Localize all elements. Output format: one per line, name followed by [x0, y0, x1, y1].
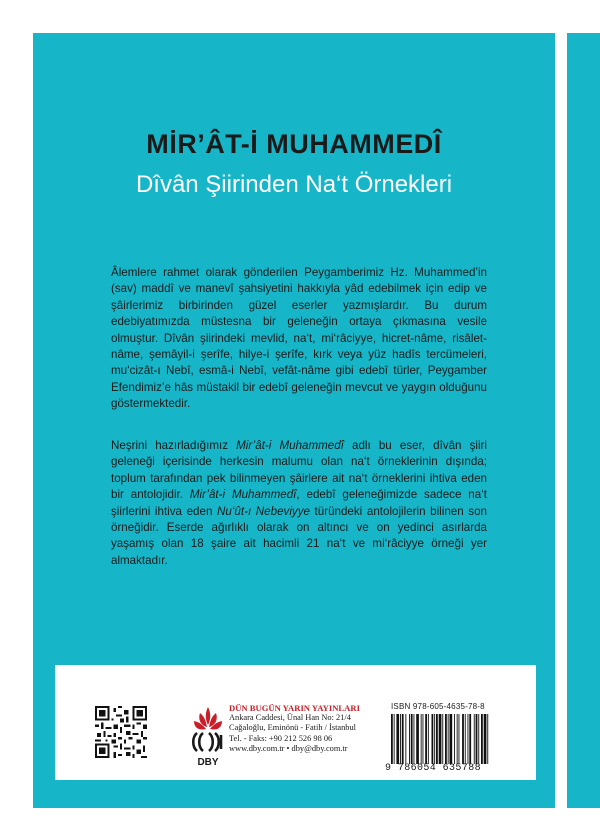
text-segment: adlı bu eser, dîvân şiiri geleneği içerisinde herkesin malumu olan na‘t örneklerinin dışında; toplum tarafından pek bilinmeyen şâirlere ait na‘t örneklerini ihtiva eden bir antolojidir. [111, 439, 487, 502]
barcode-bar [465, 714, 466, 764]
publisher-address-line1: Ankara Caddesi, Ünal Han No: 21/4 [229, 713, 351, 723]
publisher-address-line2: Cağaloğlu, Eminönü - Fatih / İstanbul [229, 723, 357, 733]
barcode-bar [457, 714, 458, 764]
italic-book-title: Mir’ât-i Muhammedî [189, 488, 297, 502]
barcode-bar [442, 714, 443, 764]
barcode-bar [439, 714, 442, 764]
publisher-footer [55, 665, 536, 780]
qr-code-icon [95, 706, 147, 758]
text-segment: Neşrini hazırladığımız [111, 439, 237, 452]
barcode-bar [432, 714, 434, 764]
barcode-bar [476, 714, 478, 764]
barcode-bar [450, 714, 453, 764]
isbn-label: ISBN 978-605-4635-78-8 [391, 702, 485, 711]
publisher-logo [188, 705, 228, 767]
description-paragraph-2 [111, 438, 487, 569]
barcode-bar [454, 714, 455, 764]
barcode-bar [409, 714, 410, 764]
barcode-bar [445, 714, 447, 764]
barcode-bar [484, 714, 487, 764]
barcode-bar [391, 714, 393, 764]
barcode-bar [478, 714, 479, 764]
barcode-bar [416, 714, 419, 764]
barcode-bar [414, 714, 415, 764]
barcode-bar [421, 714, 422, 764]
barcode-bar [394, 714, 395, 764]
italic-genre-name: Nu‘ût-ı Nebeviyye [217, 504, 310, 518]
publisher-phone: Tel. - Faks: +90 212 526 98 06 [229, 733, 333, 743]
publisher-name: DÜN BUGÜN YARIN YAYINLARI [229, 703, 360, 713]
logo-text: DBY [197, 757, 219, 767]
barcode-bar [428, 714, 429, 764]
barcode-bar [402, 714, 404, 764]
publisher-info [229, 703, 360, 754]
barcode-bar [434, 714, 435, 764]
publisher-web-email: www.dby.com.tr • dby@dby.com.tr [229, 743, 348, 753]
barcode-digits: 9 786054 635788 [385, 763, 482, 774]
description-paragraph-1: Âlemlere rahmet olarak gönderilen Peygamberimiz Hz. Muhammed’in (sav) maddî ve manevî şahsiyetini hakkıyla yâd edebilmek için edip ve şâirlerimiz birbirinden güzel eserler yazmışlardır. Bu durum edebiyatımızda müstesna bir geleneğin ortaya çıkmasına vesile olmuştur. Dîvân şiirindeki mevlid, na‘t, mi‘râciyye, hicret-nâme, risâlet-nâme, şemâyil-i şerîfe, hilye-i şerîfe, kırk veya yüz hadîs tercümeleri, mu‘cizât-ı Nebî, esmâ-i Nebî, vefât-nâme gibi edebî türler, Peygamber Efendimiz’e hâs müstakil bir edebî geleneğin mevcut ve yaygın olduğunu göstermektedir. [111, 266, 487, 411]
barcode-icon [391, 714, 525, 764]
italic-book-title: Mir’ât-i Muhammedî [236, 439, 344, 452]
barcode-bar [468, 714, 469, 764]
text-segment: türündeki antolojilerin bilinen son örneğidir. Eserde ağırlıklı olarak on altıncı ve on yedinci asırlarda yaşamış olan 18 şaire ait hacimli 21 na‘t ve mi‘râciyye örneği yer almaktadır. [111, 504, 487, 567]
barcode-bar [436, 714, 438, 764]
barcode-bar [405, 714, 406, 764]
barcode-bar [481, 714, 483, 764]
barcode-bar [425, 714, 427, 764]
book-spine-edge [567, 33, 600, 808]
barcode-bar [423, 714, 424, 764]
book-title: MİR’ÂT-İ MUHAMMEDÎ [146, 129, 442, 159]
isbn-barcode [385, 702, 531, 778]
barcode-bar [474, 714, 475, 764]
text-segment: , edebî geleneğimizde sadece na‘t şiirlerini ihtiva eden [111, 488, 487, 518]
barcode-bar [462, 714, 464, 764]
book-subtitle: Dîvân Şiirinden Na‘t Örnekleri [135, 171, 453, 198]
barcode-bar [400, 714, 401, 764]
barcode-bar [459, 714, 460, 764]
barcode-bar [396, 714, 399, 764]
barcode-bar [469, 714, 471, 764]
barcode-bar [487, 714, 488, 764]
barcode-bar [411, 714, 413, 764]
barcode-bar [448, 714, 449, 764]
